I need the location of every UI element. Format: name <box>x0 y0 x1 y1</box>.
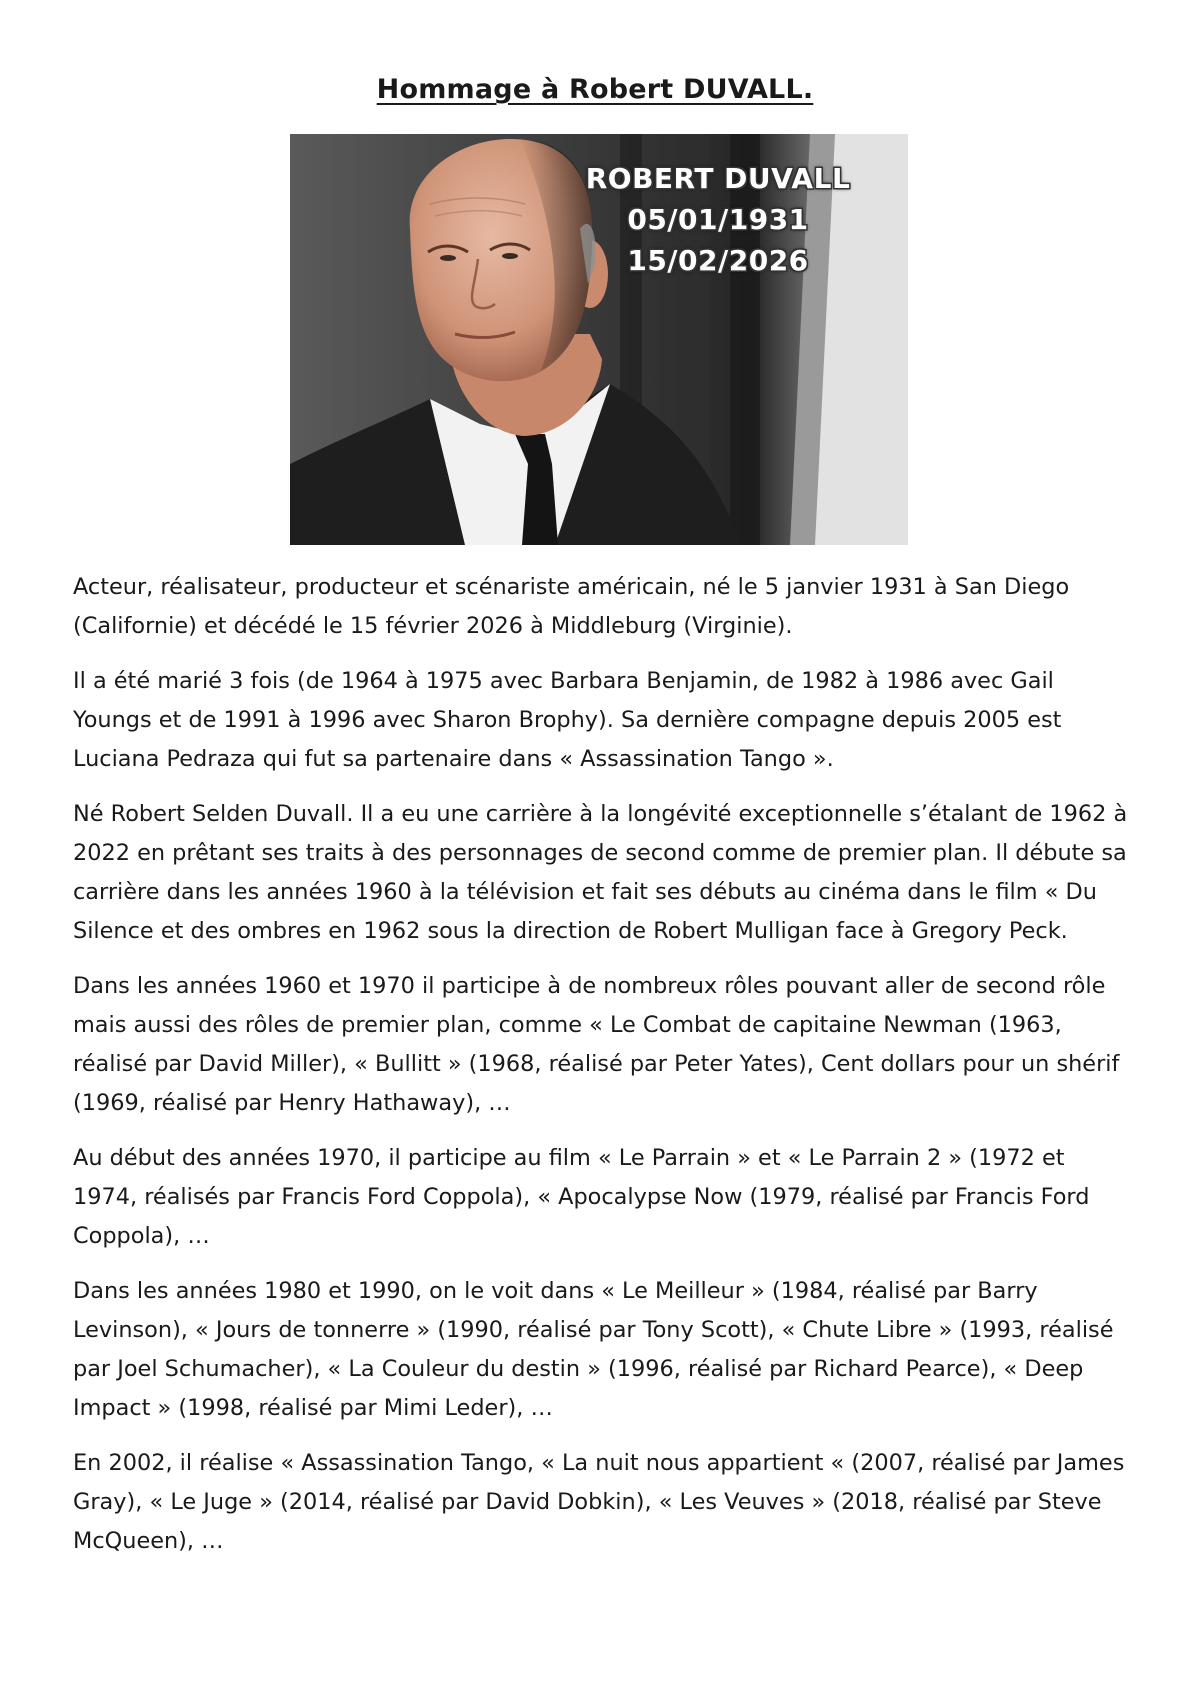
caption-birth-date: 05/01/1931 <box>627 203 809 236</box>
paragraph: Il a été marié 3 fois (de 1964 à 1975 avec Barbara Benjamin, de 1982 à 1986 avec Gail Youngs et de 1991 à 1996 avec Sharon Brophy). Sa dernière compagne depuis 2005 est Luciana Pedraza qui fut sa partenaire dans « Assassination Tango ». <box>73 668 1062 772</box>
paragraph: Acteur, réalisateur, producteur et scénariste américain, né le 5 janvier 1931 à San Diego (Californie) et décédé le 15 février 2026 à Middleburg (Virginie). <box>73 574 1070 639</box>
biography-text <box>73 568 1133 1577</box>
paragraph: En 2002, il réalise « Assassination Tango, « La nuit nous appartient « (2007, réalisé par James Gray), « Le Juge » (2014, réalisé par David Dobkin), « Les Veuves » (2018, réalisé par Steve McQueen), … <box>73 1450 1125 1554</box>
caption-death-date: 15/02/2026 <box>627 244 809 277</box>
paragraph: Dans les années 1980 et 1990, on le voit dans « Le Meilleur » (1984, réalisé par Barry Levinson), « Jours de tonnerre » (1990, réalisé par Tony Scott), « Chute Libre » (1993, réalisé par Joel Schumacher), « La Couleur du destin » (1996, réalisé par Richard Pearce), « Deep Impact » (1998, réalisé par Mimi Leder), … <box>73 1278 1114 1421</box>
photo-caption <box>558 158 878 281</box>
document-title: Hommage à Robert DUVALL. <box>376 74 814 105</box>
paragraph: Né Robert Selden Duvall. Il a eu une carrière à la longévité exceptionnelle s’étalant de 1962 à 2022 en prêtant ses traits à des personnages de second comme de premier plan. Il débute sa carrière dans les années 1960 à la télévision et fait ses débuts au cinéma dans le film « Du Silence et des ombres en 1962 sous la direction de Robert Mulligan face à Gregory Peck. <box>73 801 1128 944</box>
paragraph: Au début des années 1970, il participe au film « Le Parrain » et « Le Parrain 2 » (1972 et 1974, réalisés par Francis Ford Coppola), « Apocalypse Now (1979, réalisé par Francis Ford Coppola), … <box>73 1145 1090 1249</box>
caption-name: ROBERT DUVALL <box>585 162 851 195</box>
paragraph: Dans les années 1960 et 1970 il participe à de nombreux rôles pouvant aller de second rôle mais aussi des rôles de premier plan, comme « Le Combat de capitaine Newman (1963, réalisé par David Miller), « Bullitt » (1968, réalisé par Peter Yates), Cent dollars pour un shérif (1969, réalisé par Henry Hathaway), … <box>73 973 1120 1116</box>
portrait-photo <box>290 134 908 545</box>
